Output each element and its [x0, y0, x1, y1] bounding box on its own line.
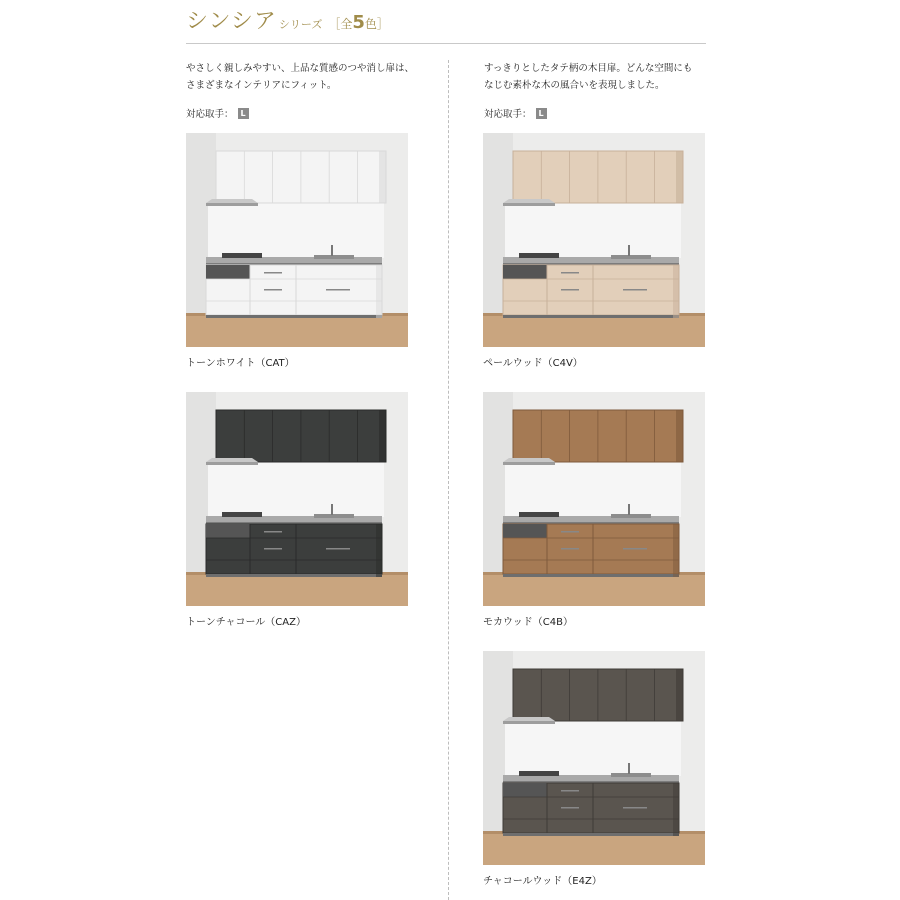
cabinet-side: [676, 410, 683, 462]
range-hood: [206, 458, 258, 462]
range-hood: [503, 458, 555, 462]
drawer-handle: [623, 548, 647, 550]
left-description-line: やさしく親しみやすい、上品な質感のつや消し扉は、: [186, 63, 415, 74]
drawer-handle: [326, 289, 350, 291]
count-number: 5: [352, 12, 365, 33]
cabinet-side: [673, 783, 679, 836]
plinth: [206, 574, 382, 577]
sink: [611, 514, 651, 518]
cabinet-side: [676, 151, 683, 203]
cooktop: [519, 253, 559, 258]
faucet: [628, 504, 630, 515]
handle-badge: L: [238, 108, 249, 119]
handle-badge: L: [536, 108, 547, 119]
cabinet-side: [673, 265, 679, 318]
sink: [314, 255, 354, 259]
drawer-handle: [623, 289, 647, 291]
color-card-mocha-wood[interactable]: [483, 392, 705, 628]
oven-panel: [206, 524, 250, 538]
color-card-tone-white[interactable]: [186, 133, 408, 369]
range-hood: [206, 199, 258, 203]
left-description: [186, 60, 436, 94]
hood-edge: [206, 462, 258, 465]
faucet: [331, 504, 333, 515]
faucet: [628, 245, 630, 256]
backsplash: [505, 721, 681, 776]
hood-edge: [503, 203, 555, 206]
color-card-charcoal-wood[interactable]: [483, 651, 705, 887]
backsplash: [505, 203, 681, 258]
handle-label: 対応取手：: [484, 109, 532, 120]
sink: [611, 255, 651, 259]
drawer-handle: [561, 531, 579, 533]
left-description-line: さまざまなインテリアにフィット。: [186, 80, 337, 91]
wood-floor: [483, 572, 705, 606]
kitchen-photo: [483, 133, 705, 347]
backsplash: [208, 203, 384, 258]
drawer-handle: [561, 548, 579, 550]
color-caption: モカウッド（C4B）: [483, 617, 574, 628]
hood-edge: [503, 462, 555, 465]
cabinet-side: [673, 524, 679, 577]
faucet: [331, 245, 333, 256]
right-handle-info: [484, 106, 547, 120]
series-suffix: シリーズ: [278, 18, 323, 31]
plinth: [503, 833, 679, 836]
plinth: [503, 315, 679, 318]
wood-floor: [186, 313, 408, 347]
oven-panel: [503, 265, 547, 279]
drawer-handle: [561, 289, 579, 291]
kitchen-photo: [483, 392, 705, 606]
handle-label: 対応取手：: [186, 109, 234, 120]
cooktop: [519, 512, 559, 517]
faucet: [628, 763, 630, 774]
color-caption: トーンホワイト（CAT）: [186, 358, 295, 369]
sink: [611, 773, 651, 777]
color-caption: チャコールウッド（E4Z）: [483, 876, 602, 887]
drawer-handle: [264, 548, 282, 550]
series-title: [186, 4, 389, 36]
cabinet-side: [379, 410, 386, 462]
oven-panel: [503, 524, 547, 538]
drawer-handle: [623, 807, 647, 809]
drawer-handle: [264, 289, 282, 291]
drawer-handle: [264, 531, 282, 533]
series-name: シンシア: [186, 9, 277, 34]
kitchen-photo: [186, 392, 408, 606]
cabinet-side: [379, 151, 386, 203]
drawer-handle: [264, 272, 282, 274]
title-rule: [186, 43, 706, 44]
color-caption: ペールウッド（C4V）: [483, 358, 583, 369]
count-prefix: ［全: [328, 17, 353, 31]
wood-floor: [186, 572, 408, 606]
color-card-tone-charcoal[interactable]: [186, 392, 408, 628]
drawer-handle: [561, 790, 579, 792]
backsplash: [505, 462, 681, 517]
kitchen-photo: [186, 133, 408, 347]
right-description-line: すっきりとしたタテ柄の木目扉。どんな空間にも: [484, 63, 693, 74]
right-description-line: なじむ素朴な木の風合いを表現しました。: [484, 80, 665, 91]
cooktop: [519, 771, 559, 776]
drawer-handle: [561, 272, 579, 274]
drawer-handle: [561, 807, 579, 809]
cabinet-side: [676, 669, 683, 721]
right-description: [484, 60, 734, 94]
cabinet-side: [376, 524, 382, 577]
cooktop: [222, 253, 262, 258]
wood-floor: [483, 831, 705, 865]
hood-edge: [503, 721, 555, 724]
range-hood: [503, 199, 555, 203]
backsplash: [208, 462, 384, 517]
color-card-pale-wood[interactable]: [483, 133, 705, 369]
plinth: [503, 574, 679, 577]
plinth: [206, 315, 382, 318]
column-divider: [448, 60, 449, 900]
count-suffix: 色］: [364, 17, 389, 31]
oven-panel: [206, 265, 250, 279]
drawer-handle: [326, 548, 350, 550]
color-caption: トーンチャコール（CAZ）: [186, 617, 306, 628]
wood-floor: [483, 313, 705, 347]
color-count: [328, 12, 389, 33]
oven-panel: [503, 783, 547, 797]
cooktop: [222, 512, 262, 517]
cabinet-side: [376, 265, 382, 318]
left-handle-info: [186, 106, 249, 120]
hood-edge: [206, 203, 258, 206]
range-hood: [503, 717, 555, 721]
kitchen-photo: [483, 651, 705, 865]
sink: [314, 514, 354, 518]
